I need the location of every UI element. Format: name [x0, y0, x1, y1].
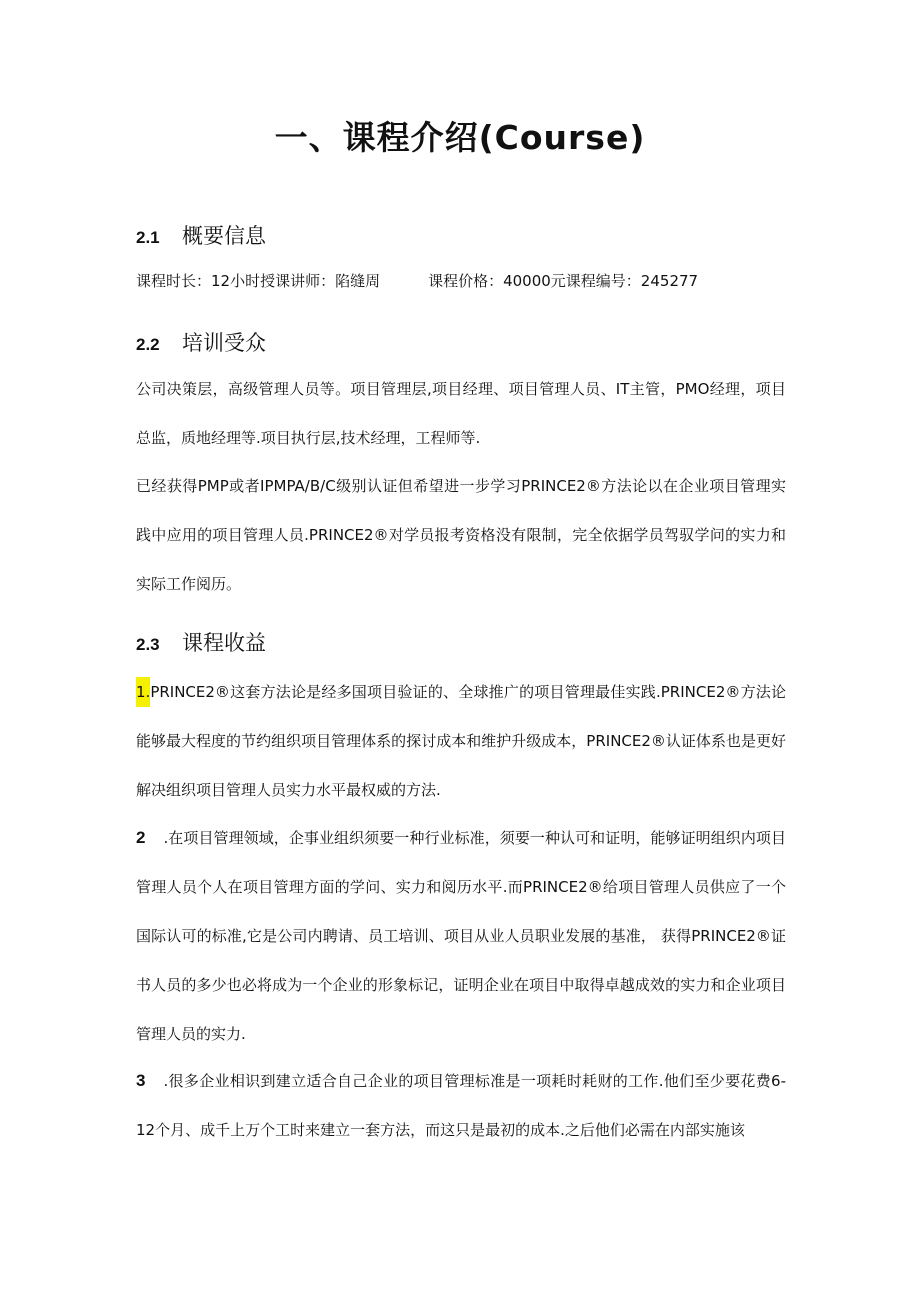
benefit-text: .很多企业相识到建立适合自己企业的项目管理标准是一项耗时耗财的工作.他们至少要花费6-12个月、成千上万个工时来建立一套方法，而这只是最初的成本.之后他们必需在内部实施该 — [136, 1072, 786, 1139]
benefit-item-3 — [136, 1056, 786, 1155]
benefit-item-1 — [136, 668, 786, 815]
benefit-marker: 3 — [136, 1071, 146, 1090]
course-price-code: 课程价格：40000元课程编号：245277 — [428, 272, 699, 290]
audience-paragraph-2: 已经获得PMP或者IPMPA/B/C级别认证但希望进一步学习PRINCE2®方法论以在企业项目管理实践中应用的项目管理人员.PRINCE2®对学员报考资格没有限制，完全依据学员驾驭学问的实力和实际工作阅历。 — [136, 477, 786, 593]
benefit-text: PRINCE2®这套方法论是经多国项目验证的、全球推广的项目管理最佳实践.PRINCE2®方法论能够最大程度的节约组织项目管理体系的探讨成本和维护升级成本，PRINCE2®认证体系也是更好解决组织项目管理人员实力水平最权威的方法. — [136, 683, 786, 799]
section-heading-overview — [136, 220, 266, 250]
section-title: 课程收益 — [182, 631, 266, 655]
section-title: 概要信息 — [182, 224, 266, 248]
course-duration-instructor: 课程时长：12小时授课讲师：陷缝周 — [136, 272, 381, 290]
audience-paragraph-1: 公司决策层，高级管理人员等。项目管理层,项目经理、项目管理人员、IT主管，PMO经理，项目总监，质地经理等.项目执行层,技术经理，工程师等. — [136, 380, 786, 447]
section-heading-audience — [136, 327, 266, 357]
page-title: 一、课程介绍(Course) — [274, 118, 646, 157]
benefit-text: .在项目管理领域，企事业组织须要一种行业标准，须要一种认可和证明，能够证明组织内项目管理人员个人在项目管理方面的学问、实力和阅历水平.而PRINCE2®给项目管理人员供应了一个国际认可的标准,它是公司内聘请、员工培训、项目从业人员职业发展的基准， 获得PRINCE2®证书人员的多少也必将成为一个企业的形象标记，证明企业在项目中取得卓越成效的实力和企业项目管理人员的实力. — [136, 829, 786, 1043]
section-title: 培训受众 — [182, 331, 266, 355]
section-heading-benefits — [136, 627, 266, 657]
section-number: 2.1 — [136, 228, 160, 247]
overview-info — [136, 270, 698, 291]
section-number: 2.3 — [136, 635, 160, 654]
section-number: 2.2 — [136, 335, 160, 354]
benefit-marker-highlight: 1. — [136, 677, 150, 707]
benefit-item-2 — [136, 813, 786, 1059]
benefit-marker: 2 — [136, 828, 146, 847]
